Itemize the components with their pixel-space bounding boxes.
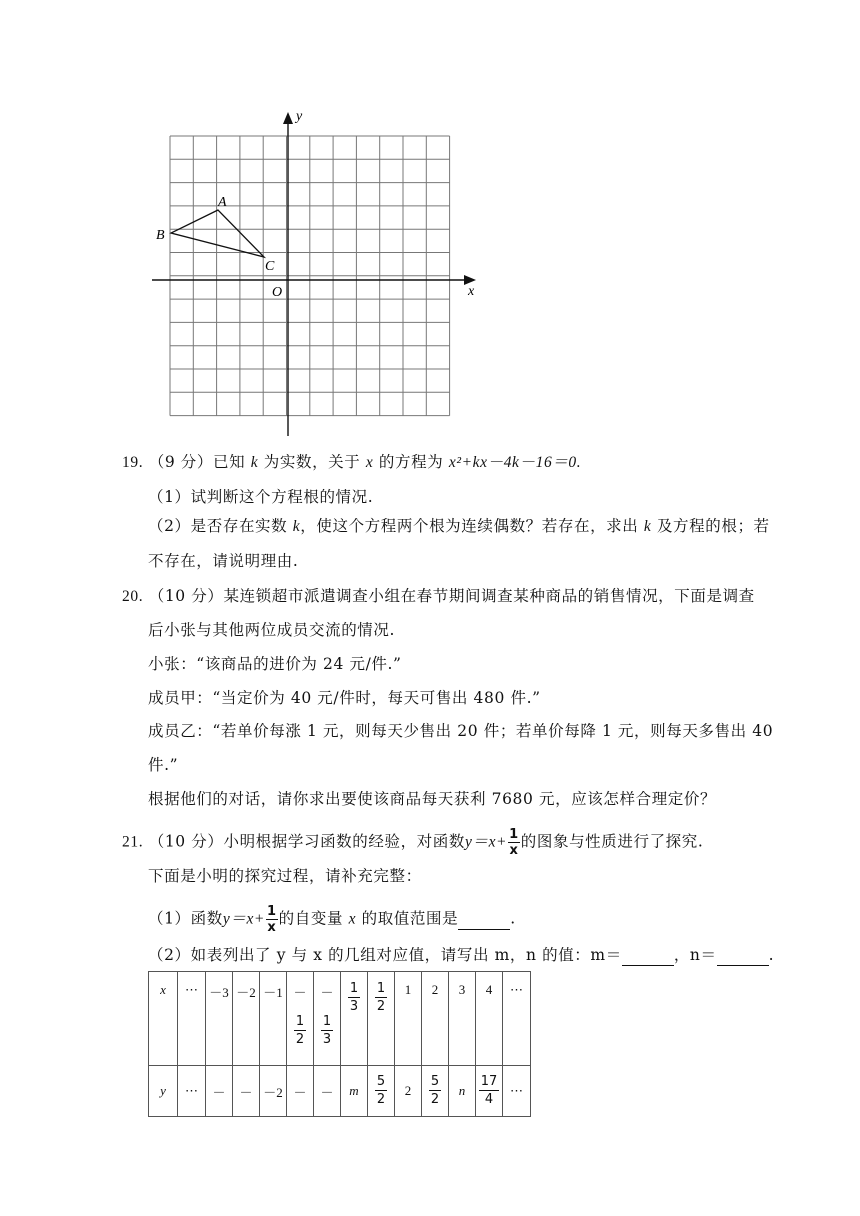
x-cell: 3 — [449, 972, 476, 1066]
point-c-label: C — [265, 259, 275, 274]
x-header-cell: x — [149, 972, 178, 1066]
q21-line1-b: 的图象与性质进行了探究. — [520, 832, 704, 851]
y-dots-end: ⋯ — [503, 1066, 531, 1117]
q20-line7: 根据他们的对话，请你求出要使该商品每天获利 7680 元，应该怎样合理定价？ — [148, 790, 717, 808]
q19-part2-k2: k — [643, 518, 652, 535]
y-cell-m: m — [341, 1066, 368, 1117]
q20-line6: 件.” — [148, 756, 179, 774]
q21-line1 — [122, 828, 703, 857]
q20-line1 — [122, 586, 755, 607]
q19-score: （9 分） — [148, 453, 214, 471]
q19-var-k: k — [250, 454, 259, 471]
x-dots-start: ⋯ — [178, 972, 206, 1066]
table-row-x — [149, 972, 531, 1066]
q20-line2: 后小张与其他两位成员交流的情况. — [148, 621, 396, 639]
y-cell: － — [287, 1066, 314, 1117]
x-cell-third — [341, 972, 368, 1066]
q21-part1-func: y＝x+ — [222, 910, 265, 928]
q21-func: y＝x+ — [464, 833, 508, 851]
point-a-label: A — [218, 195, 227, 210]
y-dots-start: ⋯ — [178, 1066, 206, 1117]
y-header-cell: y — [149, 1066, 178, 1117]
origin-label: O — [272, 285, 283, 300]
q19-stem-a: 已知 — [213, 453, 246, 471]
q19-number: 19. — [122, 454, 144, 471]
q19-equation: x²+kx－4k－16＝0. — [448, 454, 582, 471]
q21-number: 21. — [122, 833, 144, 851]
q21-part1-x: x — [348, 910, 357, 928]
q21-line2: 下面是小明的探究过程，请补充完整： — [148, 867, 422, 885]
y-cell-five-halves: $\frac{5}{2}$ — [368, 1066, 395, 1117]
q21-part1-b: 的自变量 — [278, 909, 344, 928]
q21-part2: （2）如表列出了 y 与 x 的几组对应值，请写出 m，n 的值：m＝ ，n＝ . — [148, 946, 775, 964]
table-row-y — [149, 1066, 531, 1117]
x-axis — [152, 275, 476, 285]
y-cell: － — [314, 1066, 341, 1117]
q21-part1-a: （1）函数 — [148, 909, 223, 928]
fraction-one-third: $\frac{1}{3}$ — [349, 981, 359, 1014]
q20-line3: 小张：“该商品的进价为 24 元/件.” — [148, 655, 402, 673]
y-axis-label: y — [296, 109, 303, 124]
q21-fraction: $\frac{1}{x}$ — [509, 827, 519, 858]
q21-part1-fraction: $\frac{1}{x}$ — [267, 904, 277, 935]
q21-part1-c: 的取值范围是 — [361, 909, 459, 928]
fraction-one-half: $\frac{1}{2}$ — [376, 981, 386, 1014]
x-cell-neg-third: － $\frac{1}{3}$ — [314, 972, 341, 1066]
q19-stem-c: 的方程为 — [378, 453, 444, 471]
q21-part1-blank[interactable] — [458, 909, 510, 930]
q19-part2-b: ，使这个方程两个根为连续偶数？若存在，求出 — [300, 517, 639, 535]
q21-part2-text: （2）如表列出了 y 与 x 的几组对应值，请写出 m，n 的值：m＝ — [148, 946, 622, 964]
q20-line1-text: （10 分）某连锁超市派遣调查小组在春节期间调查某种商品的销售情况，下面是调查 — [148, 587, 755, 605]
x-cell: 1 — [395, 972, 422, 1066]
q19-line1 — [122, 452, 581, 473]
x-cell-neg-half: － $\frac{1}{2}$ — [287, 972, 314, 1066]
triangle-abc — [171, 210, 264, 257]
q20-line4: 成员甲：“当定价为 40 元/件时，每天可售出 480 件.” — [148, 689, 541, 707]
q19-part2-c: 及方程的根；若 — [656, 517, 770, 535]
q19-part1: （1）试判断这个方程根的情况. — [148, 488, 374, 506]
coordinate-grid-figure — [148, 104, 488, 440]
x-cell: －2 — [233, 972, 260, 1066]
y-cell-n: n — [449, 1066, 476, 1117]
y-cell: － — [233, 1066, 260, 1117]
m-blank[interactable] — [622, 945, 674, 966]
q19-part2 — [148, 516, 770, 537]
values-table — [148, 971, 531, 1117]
fraction-one-third: $\frac{1}{3}$ — [322, 1014, 332, 1047]
q19-part2-k: k — [292, 518, 301, 535]
q21-part2-mid: ，n＝ — [673, 946, 717, 964]
point-b-label: B — [156, 228, 165, 243]
fraction-one-half: $\frac{1}{2}$ — [295, 1014, 305, 1047]
y-axis — [283, 112, 293, 436]
q21-part1: （1）函数y＝x+ $\frac{1}{x}$ 的自变量 x 的取值范围是 . — [148, 904, 516, 935]
y-cell: －2 — [260, 1066, 287, 1117]
y-cell: － — [206, 1066, 233, 1117]
x-cell: 4 — [476, 972, 503, 1066]
x-axis-label: x — [468, 284, 475, 299]
q19-part2-a: （2）是否存在实数 — [148, 517, 288, 535]
q19-stem-b: 为实数，关于 — [263, 453, 361, 471]
x-cell: －3 — [206, 972, 233, 1066]
q20-line5: 成员乙：“若单价每涨 1 元，则每天少售出 20 件；若单价每降 1 元，则每天多售出 40 — [148, 722, 774, 740]
q19-part2-cont: 不存在，请说明理由. — [148, 552, 299, 570]
x-dots-end: ⋯ — [503, 972, 531, 1066]
x-cell-half — [368, 972, 395, 1066]
y-cell-seventeen-quarters: $\frac{17}{4}$ — [476, 1066, 503, 1117]
y-cell-five-halves: $\frac{5}{2}$ — [422, 1066, 449, 1117]
y-cell: 2 — [395, 1066, 422, 1117]
q20-number: 20. — [122, 588, 144, 605]
q21-line1-a: （10 分）小明根据学习函数的经验，对函数 — [148, 832, 465, 851]
n-blank[interactable] — [717, 945, 769, 966]
q19-var-x: x — [365, 454, 374, 471]
x-cell: －1 — [260, 972, 287, 1066]
x-cell: 2 — [422, 972, 449, 1066]
